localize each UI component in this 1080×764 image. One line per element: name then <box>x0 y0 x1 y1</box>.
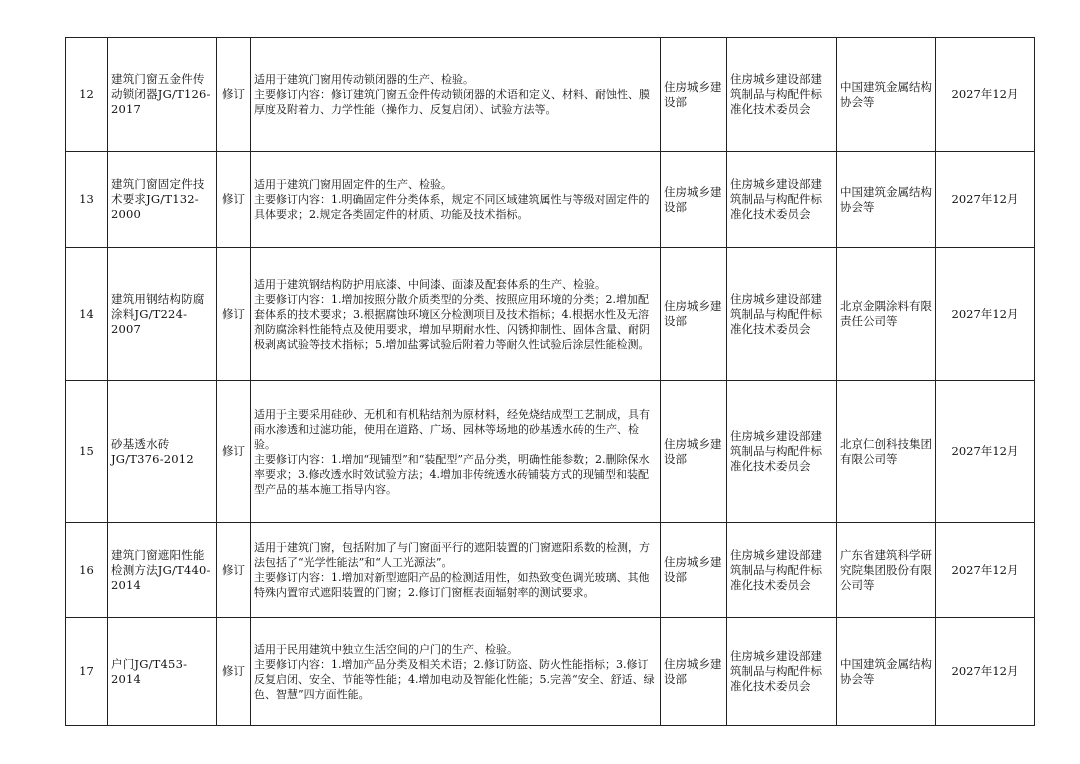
main-drafter: 广东省建筑科学研究院集团股份有限公司等 <box>837 523 936 618</box>
competent-department: 住房城乡建设部 <box>661 38 727 152</box>
main-revision-text: 主要修订内容：1.增加“现铺型”和“装配型”产品分类，明确性能参数；2.删除保水率要求；3.修改透水时效试验方法；4.增加非传统透水砖铺装方式的现铺型和装配型产品的基本施工指导内容。 <box>254 452 650 496</box>
completion-date: 2027年12月 <box>936 152 1035 248</box>
completion-date: 2027年12月 <box>936 381 1035 523</box>
row-number: 13 <box>66 152 108 248</box>
row-number: 15 <box>66 381 108 523</box>
revision-content <box>251 618 661 726</box>
project-type: 修订 <box>217 152 251 248</box>
completion-date: 2027年12月 <box>936 38 1035 152</box>
main-drafter: 北京仁创科技集团有限公司等 <box>837 381 936 523</box>
table-row <box>66 381 1035 523</box>
technical-committee: 住房城乡建设部建筑制品与构配件标准化技术委员会 <box>727 523 837 618</box>
completion-date: 2027年12月 <box>936 248 1035 381</box>
table-row <box>66 248 1035 381</box>
technical-committee: 住房城乡建设部建筑制品与构配件标准化技术委员会 <box>727 152 837 248</box>
main-revision-text: 主要修订内容：1.明确固定件分类体系，规定不同区域建筑属性与等级对固定件的具体要求；2.规定各类固定件的材质、功能及技术指标。 <box>254 193 650 221</box>
technical-committee: 住房城乡建设部建筑制品与构配件标准化技术委员会 <box>727 618 837 726</box>
technical-committee: 住房城乡建设部建筑制品与构配件标准化技术委员会 <box>727 248 837 381</box>
competent-department: 住房城乡建设部 <box>661 381 727 523</box>
completion-date: 2027年12月 <box>936 523 1035 618</box>
standard-name: 建筑门窗遮阳性能检测方法JG/T440-2014 <box>108 523 217 618</box>
technical-committee: 住房城乡建设部建筑制品与构配件标准化技术委员会 <box>727 38 837 152</box>
main-revision-text: 主要修订内容：1.增加按照分散介质类型的分类、按照应用环境的分类；2.增加配套体系的技术要求；3.根据腐蚀环境区分检测项目及技术指标；4.根据水性及无溶剂防腐涂料性能特点及使用要求，增加早期耐水性、闪锈抑制性、固体含量、耐阴极剥离试验等技术指标；5.增加盐雾试验后附着力等耐久性试验后涂层性能检测。 <box>254 292 650 351</box>
main-revision-text: 主要修订内容：修订建筑门窗五金件传动锁闭器的术语和定义、材料、耐蚀性、膜厚度及附着力、力学性能（操作力、反复启闭）、试验方法等。 <box>254 88 650 116</box>
project-type: 修订 <box>217 381 251 523</box>
main-revision-text: 主要修订内容：1.增加对新型遮阳产品的检测适用性，如热致变色调光玻璃、其他特殊内置帘式遮阳装置的门窗；2.修订门窗框表面辐射率的测试要求。 <box>254 571 650 599</box>
main-drafter: 北京金隅涂料有限责任公司等 <box>837 248 936 381</box>
technical-committee: 住房城乡建设部建筑制品与构配件标准化技术委员会 <box>727 381 837 523</box>
row-number: 16 <box>66 523 108 618</box>
standards-table <box>65 37 1035 726</box>
row-number: 12 <box>66 38 108 152</box>
scope-text: 适用于主要采用硅砂、无机和有机粘结剂为原材料，经免烧结成型工艺制成，具有雨水渗透和过滤功能，使用在道路、广场、园林等场地的砂基透水砖的生产、检验。 <box>254 407 650 451</box>
main-drafter: 中国建筑金属结构协会等 <box>837 38 936 152</box>
revision-content <box>251 381 661 523</box>
main-revision-text: 主要修订内容：1.增加产品分类及相关术语；2.修订防盗、防火性能指标；3.修订反复启闭、安全、节能等性能；4.增加电动及智能化性能；5.完善“安全、舒适、绿色、智慧”四方面性能。 <box>254 657 655 701</box>
table-row <box>66 152 1035 248</box>
table-row <box>66 618 1035 726</box>
revision-content <box>251 152 661 248</box>
row-number: 17 <box>66 618 108 726</box>
competent-department: 住房城乡建设部 <box>661 523 727 618</box>
main-drafter: 中国建筑金属结构协会等 <box>837 618 936 726</box>
completion-date: 2027年12月 <box>936 618 1035 726</box>
scope-text: 适用于建筑钢结构防护用底漆、中间漆、面漆及配套体系的生产、检验。 <box>254 277 606 291</box>
table-row <box>66 38 1035 152</box>
standard-name: 户门JG/T453-2014 <box>108 618 217 726</box>
project-type: 修订 <box>217 38 251 152</box>
scope-text: 适用于建筑门窗，包括附加了与门窗面平行的遮阳装置的门窗遮阳系数的检测，方法包括了“光学性能法”和“人工光源法”。 <box>254 541 650 569</box>
project-type: 修订 <box>217 618 251 726</box>
standard-name: 建筑用钢结构防腐涂料JG/T224-2007 <box>108 248 217 381</box>
scope-text: 适用于民用建筑中独立生活空间的户门的生产、检验。 <box>254 642 518 656</box>
scope-text: 适用于建筑门窗用固定件的生产、检验。 <box>254 178 452 191</box>
standard-name: 砂基透水砖JG/T376-2012 <box>108 381 217 523</box>
table-row <box>66 523 1035 618</box>
revision-content <box>251 523 661 618</box>
revision-content <box>251 248 661 381</box>
row-number: 14 <box>66 248 108 381</box>
project-type: 修订 <box>217 523 251 618</box>
competent-department: 住房城乡建设部 <box>661 618 727 726</box>
scope-text: 适用于建筑门窗用传动锁闭器的生产、检验。 <box>254 73 474 86</box>
competent-department: 住房城乡建设部 <box>661 248 727 381</box>
revision-content <box>251 38 661 152</box>
standard-name: 建筑门窗五金件传动锁闭器JG/T126-2017 <box>108 38 217 152</box>
standard-name: 建筑门窗固定件技术要求JG/T132-2000 <box>108 152 217 248</box>
project-type: 修订 <box>217 248 251 381</box>
competent-department: 住房城乡建设部 <box>661 152 727 248</box>
main-drafter: 中国建筑金属结构协会等 <box>837 152 936 248</box>
